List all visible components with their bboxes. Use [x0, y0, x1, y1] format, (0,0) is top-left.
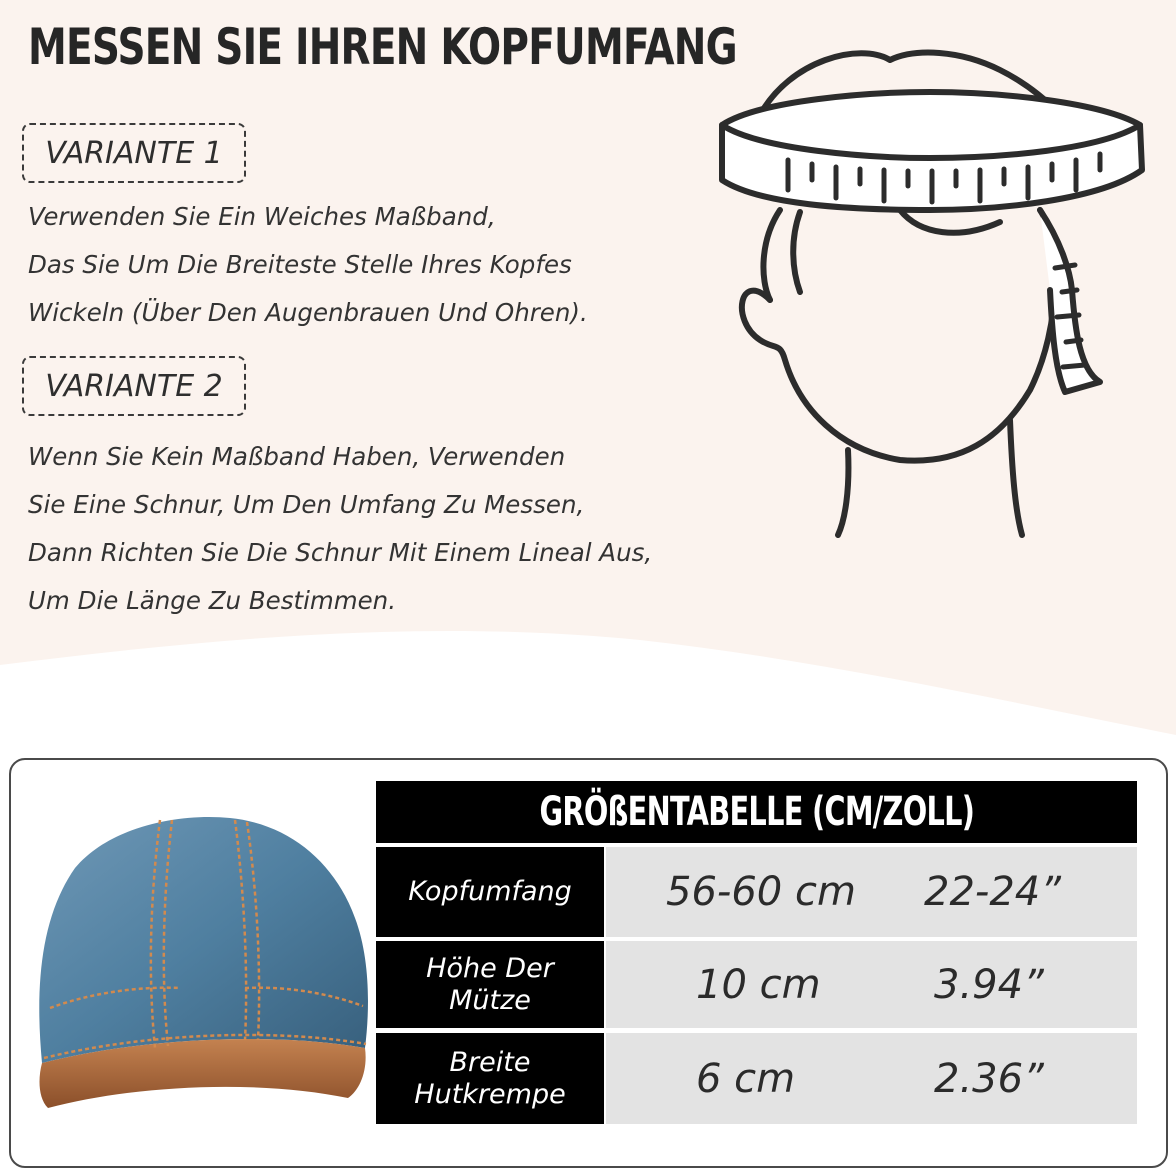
row-label	[376, 847, 604, 937]
variant-2-badge: VARIANTE 2	[22, 356, 246, 416]
instruction-line: Dann Richten Sie Die Schnur Mit Einem Lineal Aus,	[28, 538, 653, 567]
row-label-text: Hutkrempe	[414, 1078, 566, 1110]
row-label-text: Höhe Der	[426, 952, 554, 984]
head-measuring-tape-illustration-icon	[700, 30, 1160, 550]
value-inch: 2.36”	[934, 1055, 1044, 1102]
value-inch: 22-24”	[924, 869, 1061, 915]
page-title: MESSEN SIE IHREN KOPFUMFANG	[28, 18, 737, 76]
row-label-text: Mütze	[449, 984, 531, 1016]
instruction-line: Verwenden Sie Ein Weiches Maßband,	[28, 202, 496, 231]
variant-1-instructions	[28, 193, 588, 337]
variant-2-instructions	[28, 433, 652, 625]
row-label-text: Breite	[449, 1046, 531, 1078]
size-table-header	[376, 781, 1137, 843]
table-row	[376, 1033, 1137, 1124]
row-label	[376, 941, 604, 1028]
instruction-line: Um Die Länge Zu Bestimmen.	[28, 586, 397, 615]
table-row	[376, 847, 1137, 937]
value-cm: 10 cm	[696, 961, 821, 1008]
instruction-line: Wickeln (Über Den Augenbrauen Und Ohren).	[28, 298, 588, 327]
instruction-line: Wenn Sie Kein Maßband Haben, Verwenden	[28, 442, 566, 471]
value-cm: 6 cm	[696, 1055, 796, 1102]
row-label	[376, 1033, 604, 1124]
row-values	[606, 847, 1137, 937]
value-inch: 3.94”	[934, 961, 1044, 1008]
row-values	[606, 1033, 1137, 1124]
row-values	[606, 941, 1137, 1028]
size-table-title: GRÖßENTABELLE (CM/ZOLL)	[539, 789, 974, 835]
table-row	[376, 941, 1137, 1028]
variant-1-badge: VARIANTE 1	[22, 123, 246, 183]
row-label-text: Kopfumfang	[408, 876, 572, 907]
instruction-line: Sie Eine Schnur, Um Den Umfang Zu Messen,	[28, 490, 585, 519]
denim-flat-cap-image	[30, 808, 380, 1118]
value-cm: 56-60 cm	[666, 869, 856, 915]
instruction-line: Das Sie Um Die Breiteste Stelle Ihres Kopfes	[28, 250, 572, 279]
